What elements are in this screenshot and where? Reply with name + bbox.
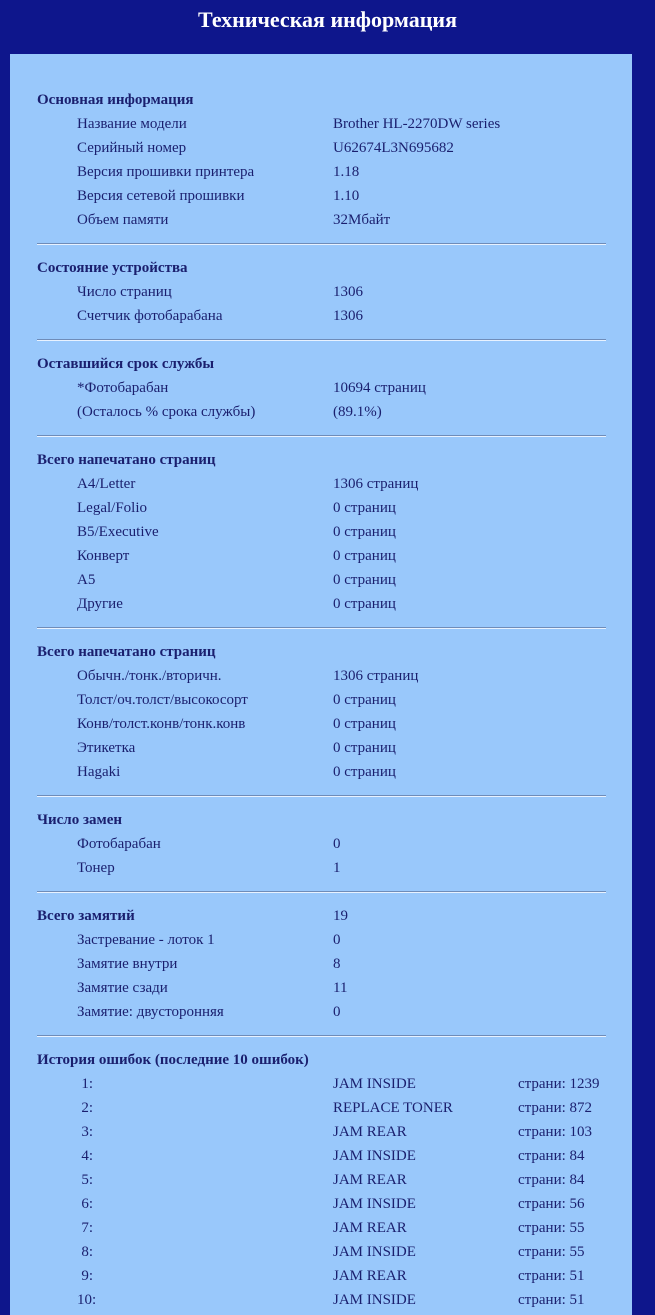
row-label: A4/Letter xyxy=(77,476,136,492)
info-row xyxy=(37,376,606,400)
row-value: 11 xyxy=(333,980,348,996)
row-value: 1.10 xyxy=(333,188,360,204)
section-title-status: Состояние устройства xyxy=(37,260,188,276)
section-title-errors: История ошибок (последние 10 ошибок) xyxy=(37,1052,309,1068)
row-value: 0 страниц xyxy=(333,764,396,780)
error-number: 2: xyxy=(81,1100,93,1116)
row-label: Объем памяти xyxy=(77,212,169,228)
info-row xyxy=(37,664,606,688)
info-content xyxy=(37,88,606,1312)
section-divider xyxy=(37,891,606,893)
info-row xyxy=(37,472,606,496)
section-divider xyxy=(37,627,606,629)
section-title-by-media: Всего напечатано страниц xyxy=(37,644,216,660)
row-label: Тонер xyxy=(77,860,115,876)
error-row xyxy=(37,1096,606,1120)
error-row xyxy=(37,1240,606,1264)
row-value: 8 xyxy=(333,956,341,972)
row-label: Застревание - лоток 1 xyxy=(77,932,215,948)
row-value: 1.18 xyxy=(333,164,360,180)
info-row xyxy=(37,568,606,592)
info-row xyxy=(37,400,606,424)
info-row xyxy=(37,208,606,232)
info-row xyxy=(37,928,606,952)
row-value: U62674L3N695682 xyxy=(333,140,454,156)
info-row xyxy=(37,592,606,616)
info-row xyxy=(37,1000,606,1024)
error-number: 8: xyxy=(81,1244,93,1260)
error-text: REPLACE TONER xyxy=(333,1100,453,1116)
info-row xyxy=(37,856,606,880)
info-row xyxy=(37,160,606,184)
row-value: 1 xyxy=(333,860,341,876)
row-label: Толст/оч.толст/высокосорт xyxy=(77,692,248,708)
row-label: Замятие внутри xyxy=(77,956,178,972)
info-row xyxy=(37,832,606,856)
row-label: Название модели xyxy=(77,116,187,132)
row-label: Legal/Folio xyxy=(77,500,147,516)
row-label: Версия прошивки принтера xyxy=(77,164,255,180)
page-header xyxy=(0,0,655,54)
row-label: Замятие сзади xyxy=(77,980,168,996)
row-label: *Фотобарабан xyxy=(77,380,169,396)
section-title-text: Всего замятий xyxy=(37,908,135,924)
error-row xyxy=(37,1216,606,1240)
error-number: 1: xyxy=(81,1076,93,1092)
error-page: страни: 55 xyxy=(518,1220,585,1236)
error-number: 10: xyxy=(77,1292,97,1308)
page-title: Техническая информация xyxy=(197,7,458,32)
row-label: B5/Executive xyxy=(77,524,159,540)
row-value: 0 xyxy=(333,932,341,948)
error-row xyxy=(37,1264,606,1288)
info-row xyxy=(37,688,606,712)
error-page: страни: 51 xyxy=(518,1268,585,1284)
row-label: Замятие: двусторонняя xyxy=(77,1004,224,1020)
row-label: Фотобарабан xyxy=(77,836,161,852)
error-text: JAM INSIDE xyxy=(333,1196,416,1212)
row-label: Счетчик фотобарабана xyxy=(77,308,223,324)
section-divider xyxy=(37,1035,606,1037)
row-label: Версия сетевой прошивки xyxy=(77,188,245,204)
info-row xyxy=(37,184,606,208)
error-page: страни: 1239 xyxy=(518,1076,600,1092)
row-value: 0 страниц xyxy=(333,740,396,756)
info-row xyxy=(37,976,606,1000)
error-text: JAM INSIDE xyxy=(333,1292,416,1308)
error-page: страни: 84 xyxy=(518,1172,585,1188)
info-row xyxy=(37,136,606,160)
row-value: 0 страниц xyxy=(333,500,396,516)
row-label: A5 xyxy=(77,572,96,588)
info-row xyxy=(37,736,606,760)
error-page: страни: 56 xyxy=(518,1196,585,1212)
section-divider xyxy=(37,795,606,797)
row-value: Brother HL-2270DW series xyxy=(333,116,501,132)
info-row xyxy=(37,496,606,520)
info-row xyxy=(37,112,606,136)
section-title-basic: Основная информация xyxy=(37,92,194,108)
error-number: 4: xyxy=(81,1148,93,1164)
info-row xyxy=(37,544,606,568)
row-label: Другие xyxy=(77,596,123,612)
row-value: 1306 страниц xyxy=(333,476,419,492)
row-label: Hagaki xyxy=(77,764,121,780)
error-text: JAM REAR xyxy=(333,1220,407,1236)
info-row xyxy=(37,712,606,736)
error-text: JAM INSIDE xyxy=(333,1076,416,1092)
error-number: 3: xyxy=(81,1124,93,1140)
error-text: JAM INSIDE xyxy=(333,1244,416,1260)
error-row xyxy=(37,1192,606,1216)
error-text: JAM REAR xyxy=(333,1268,407,1284)
error-page: страни: 103 xyxy=(518,1124,593,1140)
section-title-by-size: Всего напечатано страниц xyxy=(37,452,216,468)
info-panel xyxy=(10,54,632,1315)
section-title-replacements: Число замен xyxy=(37,812,123,828)
row-value: 32Мбайт xyxy=(333,212,391,228)
error-number: 9: xyxy=(81,1268,93,1284)
error-row xyxy=(37,1168,606,1192)
error-row xyxy=(37,1072,606,1096)
section-divider xyxy=(37,339,606,341)
row-value: 1306 страниц xyxy=(333,668,419,684)
row-label: Число страниц xyxy=(77,284,172,300)
section-divider xyxy=(37,243,606,245)
row-value: 0 страниц xyxy=(333,524,396,540)
section-title-life: Оставшийся срок службы xyxy=(37,356,215,372)
section-divider xyxy=(37,435,606,437)
row-label: (Осталось % срока службы) xyxy=(77,404,256,420)
row-value: 1306 xyxy=(333,308,363,324)
error-text: JAM INSIDE xyxy=(333,1148,416,1164)
row-value: 0 страниц xyxy=(333,548,396,564)
error-row xyxy=(37,1120,606,1144)
error-page: страни: 55 xyxy=(518,1244,585,1260)
error-number: 6: xyxy=(81,1196,93,1212)
error-text: JAM REAR xyxy=(333,1124,407,1140)
info-row xyxy=(37,760,606,784)
row-value: 0 страниц xyxy=(333,716,396,732)
section-title-jams xyxy=(37,904,606,928)
row-value: (89.1%) xyxy=(333,404,382,420)
row-label: Конверт xyxy=(77,548,130,564)
row-value: 0 страниц xyxy=(333,596,396,612)
row-value: 0 xyxy=(333,836,341,852)
row-value: 10694 страниц xyxy=(333,380,426,396)
error-page: страни: 84 xyxy=(518,1148,585,1164)
row-value: 0 страниц xyxy=(333,692,396,708)
error-number: 7: xyxy=(81,1220,93,1236)
row-label: Обычн./тонк./вторичн. xyxy=(77,668,222,684)
jams-total-value: 19 xyxy=(333,908,348,924)
error-text: JAM REAR xyxy=(333,1172,407,1188)
error-number: 5: xyxy=(81,1172,93,1188)
row-value: 1306 xyxy=(333,284,363,300)
error-row xyxy=(37,1144,606,1168)
info-row xyxy=(37,280,606,304)
error-page: страни: 872 xyxy=(518,1100,593,1116)
row-label: Серийный номер xyxy=(77,140,187,156)
info-row xyxy=(37,520,606,544)
error-row xyxy=(37,1288,606,1312)
info-row xyxy=(37,952,606,976)
row-label: Этикетка xyxy=(77,740,136,756)
info-row xyxy=(37,304,606,328)
row-value: 0 страниц xyxy=(333,572,396,588)
row-value: 0 xyxy=(333,1004,341,1020)
error-page: страни: 51 xyxy=(518,1292,585,1308)
row-label: Конв/толст.конв/тонк.конв xyxy=(77,716,246,732)
